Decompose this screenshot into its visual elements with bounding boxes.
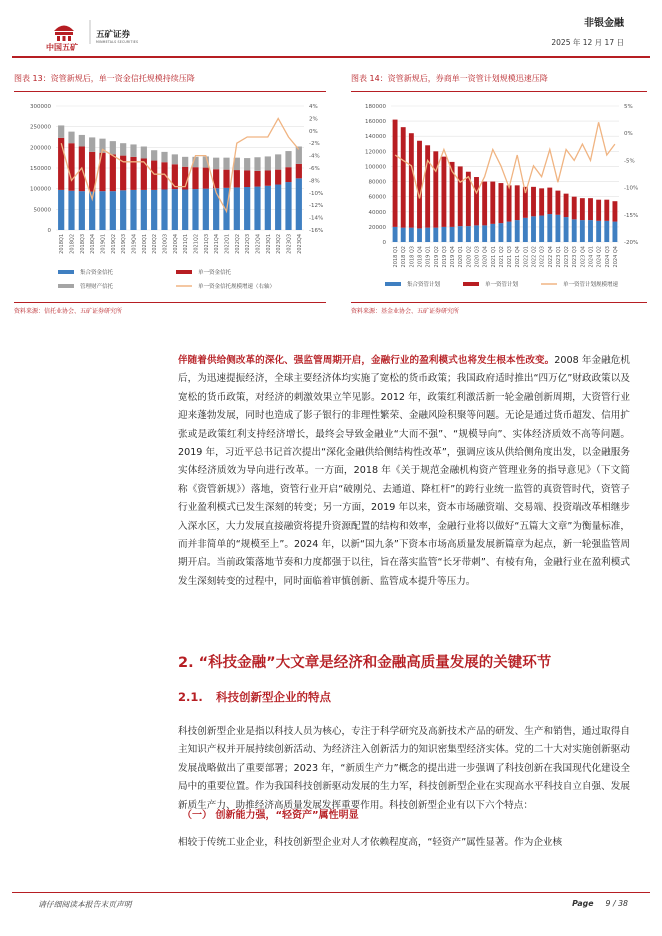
y-tick-label: 160000 — [365, 119, 386, 126]
x-tick-label: 2019Q1 — [100, 234, 107, 254]
bar-segment — [234, 170, 240, 187]
footer-disclaimer: 请仔细阅读本报告末页声明 — [38, 900, 132, 909]
bar-segment — [393, 227, 398, 242]
x-tick-label: 2020 Q3 — [474, 246, 481, 268]
bar-segment — [172, 164, 178, 189]
y-tick-label: 180000 — [365, 104, 386, 110]
bar-segment — [498, 183, 503, 223]
x-tick-label: 2019Q2 — [110, 234, 117, 254]
bar-segment — [141, 158, 147, 189]
bar-segment — [515, 220, 520, 242]
bar-segment — [58, 138, 64, 190]
company-logo — [44, 14, 164, 54]
bar-segment — [539, 216, 544, 242]
bar-segment — [490, 182, 495, 224]
y2-tick-label: 4% — [309, 104, 318, 110]
bar-segment — [523, 218, 528, 242]
bar-segment — [161, 152, 167, 162]
x-tick-label: 2018 Q4 — [417, 246, 424, 268]
fig13-source-rule — [14, 302, 326, 303]
y-tick-label: 300000 — [30, 104, 51, 110]
legend-label: 单一资管计划规模增速 — [563, 282, 619, 288]
x-tick-label: 2019Q4 — [131, 234, 138, 254]
x-tick-label: 2019Q3 — [121, 234, 128, 254]
y-tick-label: 0 — [47, 228, 51, 234]
x-tick-label: 2021Q1 — [183, 234, 190, 254]
y-tick-label: 100000 — [365, 164, 386, 171]
bar-segment — [409, 133, 414, 227]
legend-swatch — [385, 282, 401, 286]
bar-segment — [172, 189, 178, 230]
x-tick-label: 2021 Q2 — [498, 246, 505, 268]
fig14-source: 资料来源：基金业协会、五矿证券研究所 — [351, 308, 460, 315]
x-tick-label: 2024 Q4 — [612, 246, 619, 268]
x-tick-label: 2021 Q3 — [507, 246, 514, 268]
bar-segment — [141, 147, 147, 159]
legend-label: 单一资管计划 — [485, 282, 519, 288]
y2-tick-label: -15% — [624, 212, 639, 219]
paragraph-2: 科技创新型企业是指以科技人员为核心，专注于科学研究及高新技术产品的研发、生产和销售，通过取得自主知识产权并开展持续创新活动、为经济注入创新活力的知识密集型经济实体。党的二十大对实施创新驱动发展战略做出了重要部署；2023 年，“新质生产力”概念的提出进一步强调了科技创新在我国现代化建设全局中的重要位置。作为我国科技创新驱动发展的生力军，科技创新型企业在实现高水平科技自立自强、发展新质生产力、助推经济高质量发展发挥重要作用。科技创新型企业有以下六个特点： — [178, 726, 630, 811]
footer-divider — [12, 892, 650, 893]
bar-segment — [130, 144, 136, 156]
x-tick-label: 2018Q2 — [69, 234, 76, 254]
y-tick-label: 80000 — [368, 179, 386, 186]
y2-tick-label: -20% — [624, 240, 639, 246]
bar-segment — [110, 191, 116, 230]
x-tick-label: 2021 Q1 — [490, 246, 497, 268]
subsection-title: 科技创新型企业的特点 — [216, 690, 331, 704]
x-tick-label: 2018 Q2 — [401, 246, 408, 268]
bar-segment — [141, 190, 147, 230]
report-date: 2025 年 12 月 17 日 — [551, 38, 624, 47]
legend-swatch — [58, 284, 74, 288]
bar-segment — [409, 228, 414, 242]
bar-segment — [172, 154, 178, 164]
x-tick-label: 2022 Q3 — [539, 246, 546, 268]
bar-segment — [596, 200, 601, 221]
x-tick-label: 2021Q4 — [214, 234, 221, 254]
fig13-title: 图表 13：资管新规后，单一资金信托规模持续压降 — [14, 74, 195, 83]
x-tick-label: 2023 Q2 — [564, 246, 571, 268]
bar-segment — [474, 177, 479, 225]
bar-segment — [425, 228, 430, 242]
logo-right-text: 五矿证券 — [96, 30, 131, 40]
bar-segment — [433, 151, 438, 227]
x-tick-label: 2019 Q2 — [433, 246, 440, 268]
y-tick-label: 150000 — [30, 166, 51, 172]
bar-segment — [531, 216, 536, 242]
x-tick-label: 2020 Q4 — [482, 246, 489, 268]
bar-segment — [482, 182, 487, 226]
bar-segment — [466, 226, 471, 242]
section-heading-2: 2. “科技金融”大文章是经济和金融高质量发展的关键环节 — [178, 655, 552, 671]
y-tick-label: 60000 — [368, 194, 386, 201]
bar-segment — [450, 227, 455, 242]
bar-segment — [417, 228, 422, 242]
y2-tick-label: -10% — [624, 185, 639, 192]
y2-tick-label: -6% — [309, 166, 320, 172]
y2-tick-label: -8% — [309, 178, 320, 185]
bar-segment — [244, 158, 250, 170]
subsection-number: 2.1. — [178, 690, 203, 704]
bar-segment — [564, 194, 569, 217]
x-tick-label: 2024 Q1 — [588, 246, 595, 268]
bar-segment — [79, 135, 85, 147]
legend-swatch — [176, 270, 192, 274]
x-tick-label: 2021 Q4 — [515, 246, 522, 268]
bar-segment — [182, 189, 188, 230]
page-number — [572, 899, 628, 908]
bar-segment — [539, 188, 544, 215]
y-tick-label: 250000 — [30, 124, 51, 131]
x-tick-label: 2021Q2 — [193, 234, 200, 254]
x-tick-label: 2022Q4 — [255, 234, 262, 254]
bar-segment — [213, 158, 219, 170]
bar-segment — [296, 164, 302, 178]
bar-segment — [265, 170, 271, 185]
x-tick-label: 2018Q1 — [59, 234, 66, 254]
x-tick-label: 2023Q4 — [296, 234, 303, 254]
bar-segment — [285, 167, 291, 182]
bar-segment — [275, 185, 281, 230]
bar-segment — [547, 214, 552, 242]
bar-segment — [572, 197, 577, 220]
paragraph-1 — [178, 352, 630, 591]
paragraph-1-lead: 伴随着供给侧改革的深化、强监管周期开启，金融行业的盈利模式也将发生根本性改变。 — [178, 355, 555, 366]
paragraph-3: 相较于传统工业企业，科技创新型企业对人才依赖程度高，“轻资产”属性显著。作为企业核 — [178, 837, 563, 848]
x-tick-label: 2022Q1 — [224, 234, 231, 254]
bar-segment — [401, 127, 406, 227]
y-tick-label: 0 — [382, 240, 386, 246]
page-header — [551, 14, 624, 48]
bar-segment — [58, 190, 64, 230]
bar-segment — [296, 178, 302, 230]
bar-segment — [555, 191, 560, 215]
x-tick-label: 2019 Q3 — [441, 246, 448, 268]
x-tick-label: 2023 Q4 — [580, 246, 587, 268]
x-tick-label: 2019 Q1 — [425, 246, 432, 268]
bar-segment — [604, 200, 609, 221]
x-tick-label: 2022Q3 — [245, 234, 252, 254]
y2-tick-label: -5% — [624, 158, 635, 165]
x-tick-label: 2023Q1 — [265, 234, 272, 254]
bar-segment — [234, 187, 240, 230]
bar-segment — [441, 227, 446, 242]
logo-sub-text: MINMETALS SECURITIES — [96, 40, 139, 44]
logo-left-text: 中国五矿 — [46, 43, 78, 52]
x-tick-label: 2023Q3 — [286, 234, 293, 254]
bar-segment — [275, 154, 281, 169]
bar-segment — [596, 221, 601, 242]
bar-segment — [515, 185, 520, 220]
legend-swatch — [463, 282, 479, 286]
y2-tick-label: -4% — [309, 153, 320, 160]
x-tick-label: 2022 Q4 — [547, 246, 554, 268]
bar-segment — [490, 224, 495, 242]
bar-segment — [531, 187, 536, 216]
bar-segment — [244, 187, 250, 230]
y2-tick-label: 5% — [624, 104, 633, 110]
legend-swatch — [58, 270, 74, 274]
bar-segment — [425, 145, 430, 227]
page-count: 9 / 38 — [605, 899, 628, 908]
bar-segment — [572, 219, 577, 242]
growth-line — [61, 118, 299, 211]
x-tick-label: 2019 Q4 — [450, 246, 457, 268]
bar-segment — [254, 187, 260, 230]
bar-segment — [507, 222, 512, 242]
bar-segment — [192, 167, 198, 189]
bar-segment — [612, 201, 617, 221]
bar-segment — [110, 154, 116, 191]
y-tick-label: 100000 — [30, 186, 51, 193]
bar-segment — [604, 221, 609, 242]
fig14-title: 图表 14：资管新规后，券商单一资管计划规模迅速压降 — [351, 74, 548, 83]
bar-segment — [588, 198, 593, 220]
y-tick-label: 50000 — [33, 207, 51, 214]
x-tick-label: 2020 Q1 — [458, 246, 465, 268]
bar-segment — [254, 171, 260, 187]
x-tick-label: 2022 Q2 — [531, 246, 538, 268]
bar-segment — [151, 161, 157, 190]
x-tick-label: 2018Q4 — [90, 234, 97, 254]
x-tick-label: 2018 Q3 — [409, 246, 416, 268]
report-category: 非银金融 — [584, 18, 624, 29]
bar-segment — [433, 228, 438, 242]
page-label: Page — [572, 899, 594, 908]
bar-segment — [458, 226, 463, 242]
bar-segment — [547, 188, 552, 214]
bar-segment — [580, 198, 585, 220]
bar-segment — [507, 185, 512, 221]
point-heading-1: （一） 创新能力强，“轻资产”属性明显 — [182, 810, 359, 821]
bar-segment — [120, 143, 126, 155]
bar-segment — [580, 220, 585, 242]
fig14-rule — [351, 91, 647, 92]
x-tick-label: 2023Q2 — [276, 234, 283, 254]
bar-segment — [417, 141, 422, 229]
bar-segment — [151, 190, 157, 230]
bar-segment — [244, 170, 250, 187]
y2-tick-label: -2% — [309, 141, 320, 148]
fig14-chart — [351, 94, 647, 300]
legend-label: 集合资管计划 — [407, 282, 441, 288]
bar-segment — [285, 182, 291, 230]
y2-tick-label: -16% — [309, 228, 324, 234]
bar-segment — [612, 222, 617, 242]
bar-segment — [99, 191, 105, 230]
bar-segment — [393, 120, 398, 227]
bar-segment — [401, 228, 406, 242]
bar-segment — [223, 170, 229, 188]
y2-tick-label: -14% — [309, 215, 324, 222]
bar-segment — [555, 215, 560, 242]
x-tick-label: 2024 Q2 — [596, 246, 603, 268]
bar-segment — [182, 157, 188, 167]
x-tick-label: 2020Q1 — [141, 234, 148, 254]
legend-label: 单一资金信托规模增速（右轴） — [198, 284, 276, 290]
y-tick-label: 20000 — [368, 224, 386, 231]
bar-segment — [213, 188, 219, 230]
bar-segment — [89, 137, 95, 151]
y2-tick-label: 0% — [624, 131, 633, 138]
paragraph-1-body: 2008 年金融危机后，为迅速提振经济，全球主要经济体均实施了宽松的货币政策；我国政府适时推出“四万亿”财政政策以及宽松的货币政策，对经济的刺激效果立竿见影。2012 年，政策红利激活新一轮金融创新周期，大资管行业迎来蓬勃发展，同时也造成了影子银行的非理性繁荣、金融风险积聚等问题。无论是通过货币超发、信用扩张或是政策红利支持经济增长，最终会导致金融业“大而不强”、“规模导向”、实体经济质效不高等问题。2019 年，习近平总书记首次提出“深化金融供给侧结构性改革”，强调应该从供给侧角度出发，以金融服务实体经济质效为导向进行改革。一方面，2018 年《关于规范金融机构资产管理业务的指导意见》（下文简称《资管新规》）落地，资管行业开启“破刚兑、去通道、降杠杆”的跨行业统一监管的真资管时代，资管子行业盈利模式已发生深刻的转变；另一方面，2019 年以来，资本市场融资端、交易端、投资端改革相继步入深水区，大力发展直接融资将提升资源配置的结构和效率，金融行业将以做好“五篇大文章”为衡量标准，而并非简单的“规模至上”。2024 年，以新“国九条”下资本市场高质量发展新篇章为起点，新一轮强监管周期开启。当前政策落地节奏和力度都强于以往，旨在落实监管“长牙带刺”、有棱有角，金融行业在盈利模式发生深刻转变的过程中，同时面临着审慎创新、监管成本提升等压力。 — [178, 355, 631, 587]
y2-tick-label: -10% — [309, 190, 324, 197]
x-tick-label: 2020 Q2 — [466, 246, 473, 268]
bar-segment — [68, 143, 74, 191]
bar-segment — [192, 189, 198, 230]
bar-segment — [498, 223, 503, 242]
bar-segment — [482, 225, 487, 242]
bar-segment — [79, 191, 85, 230]
fig13-rule — [14, 91, 326, 92]
x-tick-label: 2018 Q1 — [393, 246, 400, 268]
legend-label: 管理财产信托 — [80, 284, 114, 290]
bar-segment — [223, 158, 229, 170]
y-tick-label: 200000 — [30, 145, 51, 152]
y2-tick-label: -12% — [309, 203, 324, 210]
x-tick-label: 2024 Q3 — [604, 246, 611, 268]
fig14-source-rule — [351, 302, 647, 303]
bar-segment — [203, 168, 209, 189]
bar-segment — [161, 189, 167, 230]
fig13-chart — [14, 94, 326, 300]
bar-segment — [265, 156, 271, 170]
x-tick-label: 2022 Q1 — [523, 246, 530, 268]
bar-segment — [130, 190, 136, 230]
header-divider — [12, 56, 650, 58]
bar-segment — [588, 220, 593, 242]
bar-segment — [151, 150, 157, 160]
x-tick-label: 2022Q2 — [234, 234, 241, 254]
bar-segment — [265, 186, 271, 230]
fig13-source: 资料来源：信托业协会、五矿证券研究所 — [14, 308, 123, 315]
x-tick-label: 2020Q3 — [162, 234, 169, 254]
x-tick-label: 2023 Q1 — [555, 246, 562, 268]
bar-segment — [68, 191, 74, 230]
y-tick-label: 120000 — [365, 149, 386, 156]
bar-segment — [458, 166, 463, 226]
y2-tick-label: 2% — [309, 116, 318, 123]
legend-label: 单一资金信托 — [198, 270, 232, 276]
bar-segment — [254, 157, 260, 171]
bar-segment — [120, 190, 126, 230]
bar-segment — [474, 225, 479, 242]
bar-segment — [564, 217, 569, 242]
x-tick-label: 2018Q3 — [79, 234, 86, 254]
x-tick-label: 2020Q2 — [152, 234, 159, 254]
bar-segment — [441, 157, 446, 227]
y-tick-label: 140000 — [365, 134, 386, 141]
legend-label: 集合资金信托 — [80, 270, 114, 276]
bar-segment — [68, 132, 74, 144]
bar-segment — [275, 170, 281, 185]
bar-segment — [203, 189, 209, 230]
y2-tick-label: 0% — [309, 128, 318, 135]
x-tick-label: 2020Q4 — [172, 234, 179, 254]
bar-segment — [58, 125, 64, 137]
x-tick-label: 2021Q3 — [203, 234, 210, 254]
bar-segment — [110, 141, 116, 154]
y-tick-label: 40000 — [368, 209, 386, 216]
bar-segment — [285, 151, 291, 167]
x-tick-label: 2023 Q3 — [572, 246, 579, 268]
subsection-heading-2-1 — [178, 689, 331, 705]
